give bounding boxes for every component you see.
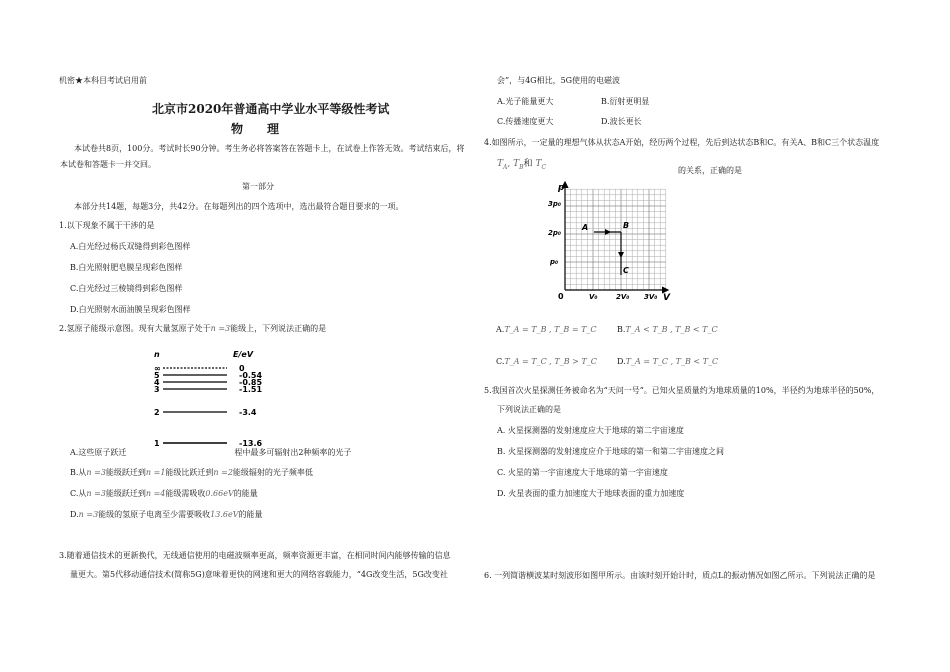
energy-level-n-3: 3 <box>154 385 160 394</box>
q3-option-b: B.衍射更明显 <box>601 97 650 106</box>
q3-option-d: D.波长更长 <box>601 117 642 126</box>
q3-option-c: C.传播速度更大 <box>497 117 554 126</box>
q4-option-b: B.T_A < T_B , T_B < T_C <box>617 325 718 334</box>
q1-option-a: A.白光经过杨氏双缝得到彩色图样 <box>70 242 191 251</box>
exam-title: 北京市2020年普通高中学业水平等级性考试 <box>152 102 390 116</box>
origin-label: 0 <box>558 292 564 301</box>
v-axis-label: V <box>663 293 670 303</box>
q2-option-b: B.从n =3能级跃迁到n =1能级比跃迁到n =2能级辐射的光子频率低 <box>70 468 313 477</box>
energy-level-e-1: -0.54 <box>239 371 263 380</box>
energy-level-e-2: -0.85 <box>239 378 263 387</box>
energy-level-diagram <box>145 348 280 450</box>
point-a-label: A <box>582 223 589 232</box>
energy-level-n-4: 2 <box>154 408 160 417</box>
point-b-label: B <box>623 221 630 230</box>
q5-line-2: 下列说法正确的是 <box>497 405 561 414</box>
q1-option-d: D.白光照射水面油膜呈现彩色图样 <box>70 305 191 314</box>
energy-level-e-0: 0 <box>239 364 245 373</box>
q3-option-a: A.光子能量更大 <box>497 97 554 106</box>
axis-n-label: n <box>154 350 160 359</box>
q4-line-1: 4.如图所示，一定量的理想气体从状态A开始，经历两个过程，先后到达状态B和C。有关A、B和C三个状态温度 <box>484 138 880 147</box>
q3-line-2: 量更大。第5代移动通信技术(简称5G)意味着更快的网速和更大的网络容载能力，“4G改变生活，5G改变社 <box>70 570 448 579</box>
q4-option-d: D.T_A = T_C , T_B < T_C <box>617 357 719 366</box>
point-c-label: C <box>623 266 629 275</box>
q4-option-c: C.T_A = T_C , T_B > T_C <box>496 357 597 366</box>
q4-line-2: 的关系，正确的是 <box>678 166 742 175</box>
p-tick-3: 3p₀ <box>548 200 561 208</box>
energy-level-e-4: -3.4 <box>239 408 257 417</box>
q5-option-b: B. 火星探测器的发射速度应介于地球的第一和第二宇宙速度之间 <box>497 447 724 456</box>
energy-level-e-3: -1.51 <box>239 385 263 394</box>
q1-stem: 1.以下现象不属于干涉的是 <box>59 221 155 230</box>
q5-line-1: 5.我国首次火星探测任务被命名为“天问一号”。已知火星质量约为地球质量的10%，半径约为地球半径的50%， <box>484 386 880 395</box>
instructions-line-1: 本试卷共8页，100分。考试时长90分钟。考生务必将答案答在答题卡上，在试卷上作答无效。考试结束后，将 <box>74 144 465 153</box>
energy-level-e-5: -13.6 <box>239 439 263 448</box>
secret-label: 机密★本科目考试启用前 <box>59 76 147 85</box>
axis-e-label: E/eV <box>233 350 254 359</box>
instructions-line-2: 本试卷和答题卡一并交回。 <box>60 160 156 169</box>
q4-temps: $T_A$, $T_B$和 $T_C$ <box>497 159 547 171</box>
part-heading: 第一部分 <box>242 182 274 191</box>
pv-graph <box>548 178 673 303</box>
energy-level-n-0: ∞ <box>154 364 161 373</box>
energy-level-n-5: 1 <box>154 439 160 448</box>
q2-option-c: C.从n =3能级跃迁到n =4能级需吸收0.66eV的能量 <box>70 489 258 498</box>
q2-option-d: D.n =3能级的氢原子电离至少需要吸收13.6eV的能量 <box>70 510 263 519</box>
q1-option-b: B.白光照射肥皂膜呈现彩色图样 <box>70 263 183 272</box>
q5-option-a: A. 火星探测器的发射速度应大于地球的第二宇宙速度 <box>497 426 684 435</box>
subject-title: 物 理 <box>231 122 280 136</box>
q2-stem: 2.氢原子能级示意图。现有大量氢原子处于n =3能级上，下列说法正确的是 <box>59 324 327 333</box>
part-description: 本部分共14题，每题3分，共42分。在每题列出的四个选项中，选出最符合题目要求的一项。 <box>74 202 404 211</box>
p-tick-2: 2p₀ <box>548 229 561 237</box>
q2-option-a: A.这些原子跃迁 程中最多可辐射出2种频率的光子 <box>70 448 352 457</box>
v-tick-1: V₀ <box>589 293 598 301</box>
v-tick-2: 2V₀ <box>616 293 630 301</box>
q5-option-d: D. 火星表面的重力加速度大于地球表面的重力加速度 <box>497 489 685 498</box>
p-tick-1: p₀ <box>550 258 559 266</box>
v-tick-3: 3V₀ <box>644 293 658 301</box>
energy-level-n-1: 5 <box>154 371 160 380</box>
q4-option-a: A.T_A = T_B , T_B = T_C <box>496 325 597 334</box>
q3-line-1: 3.随着通信技术的更新换代，无线通信使用的电磁波频率更高，频率资源更丰富，在相同时间内能够传输的信息 <box>59 551 451 560</box>
q6-line-1: 6. 一列简谐横波某时刻波形如图甲所示。由该时刻开始计时，质点L的振动情况如图乙所示。下列说法正确的是 <box>484 571 876 580</box>
p-axis-label: p <box>558 183 565 193</box>
q5-option-c: C. 火星的第一宇宙速度大于地球的第一宇宙速度 <box>497 468 668 477</box>
q1-option-c: C.白光经过三棱镜得到彩色图样 <box>70 284 183 293</box>
energy-level-n-2: 4 <box>154 378 160 387</box>
q3-line-3: 会”，与4G相比，5G使用的电磁波 <box>497 76 621 85</box>
